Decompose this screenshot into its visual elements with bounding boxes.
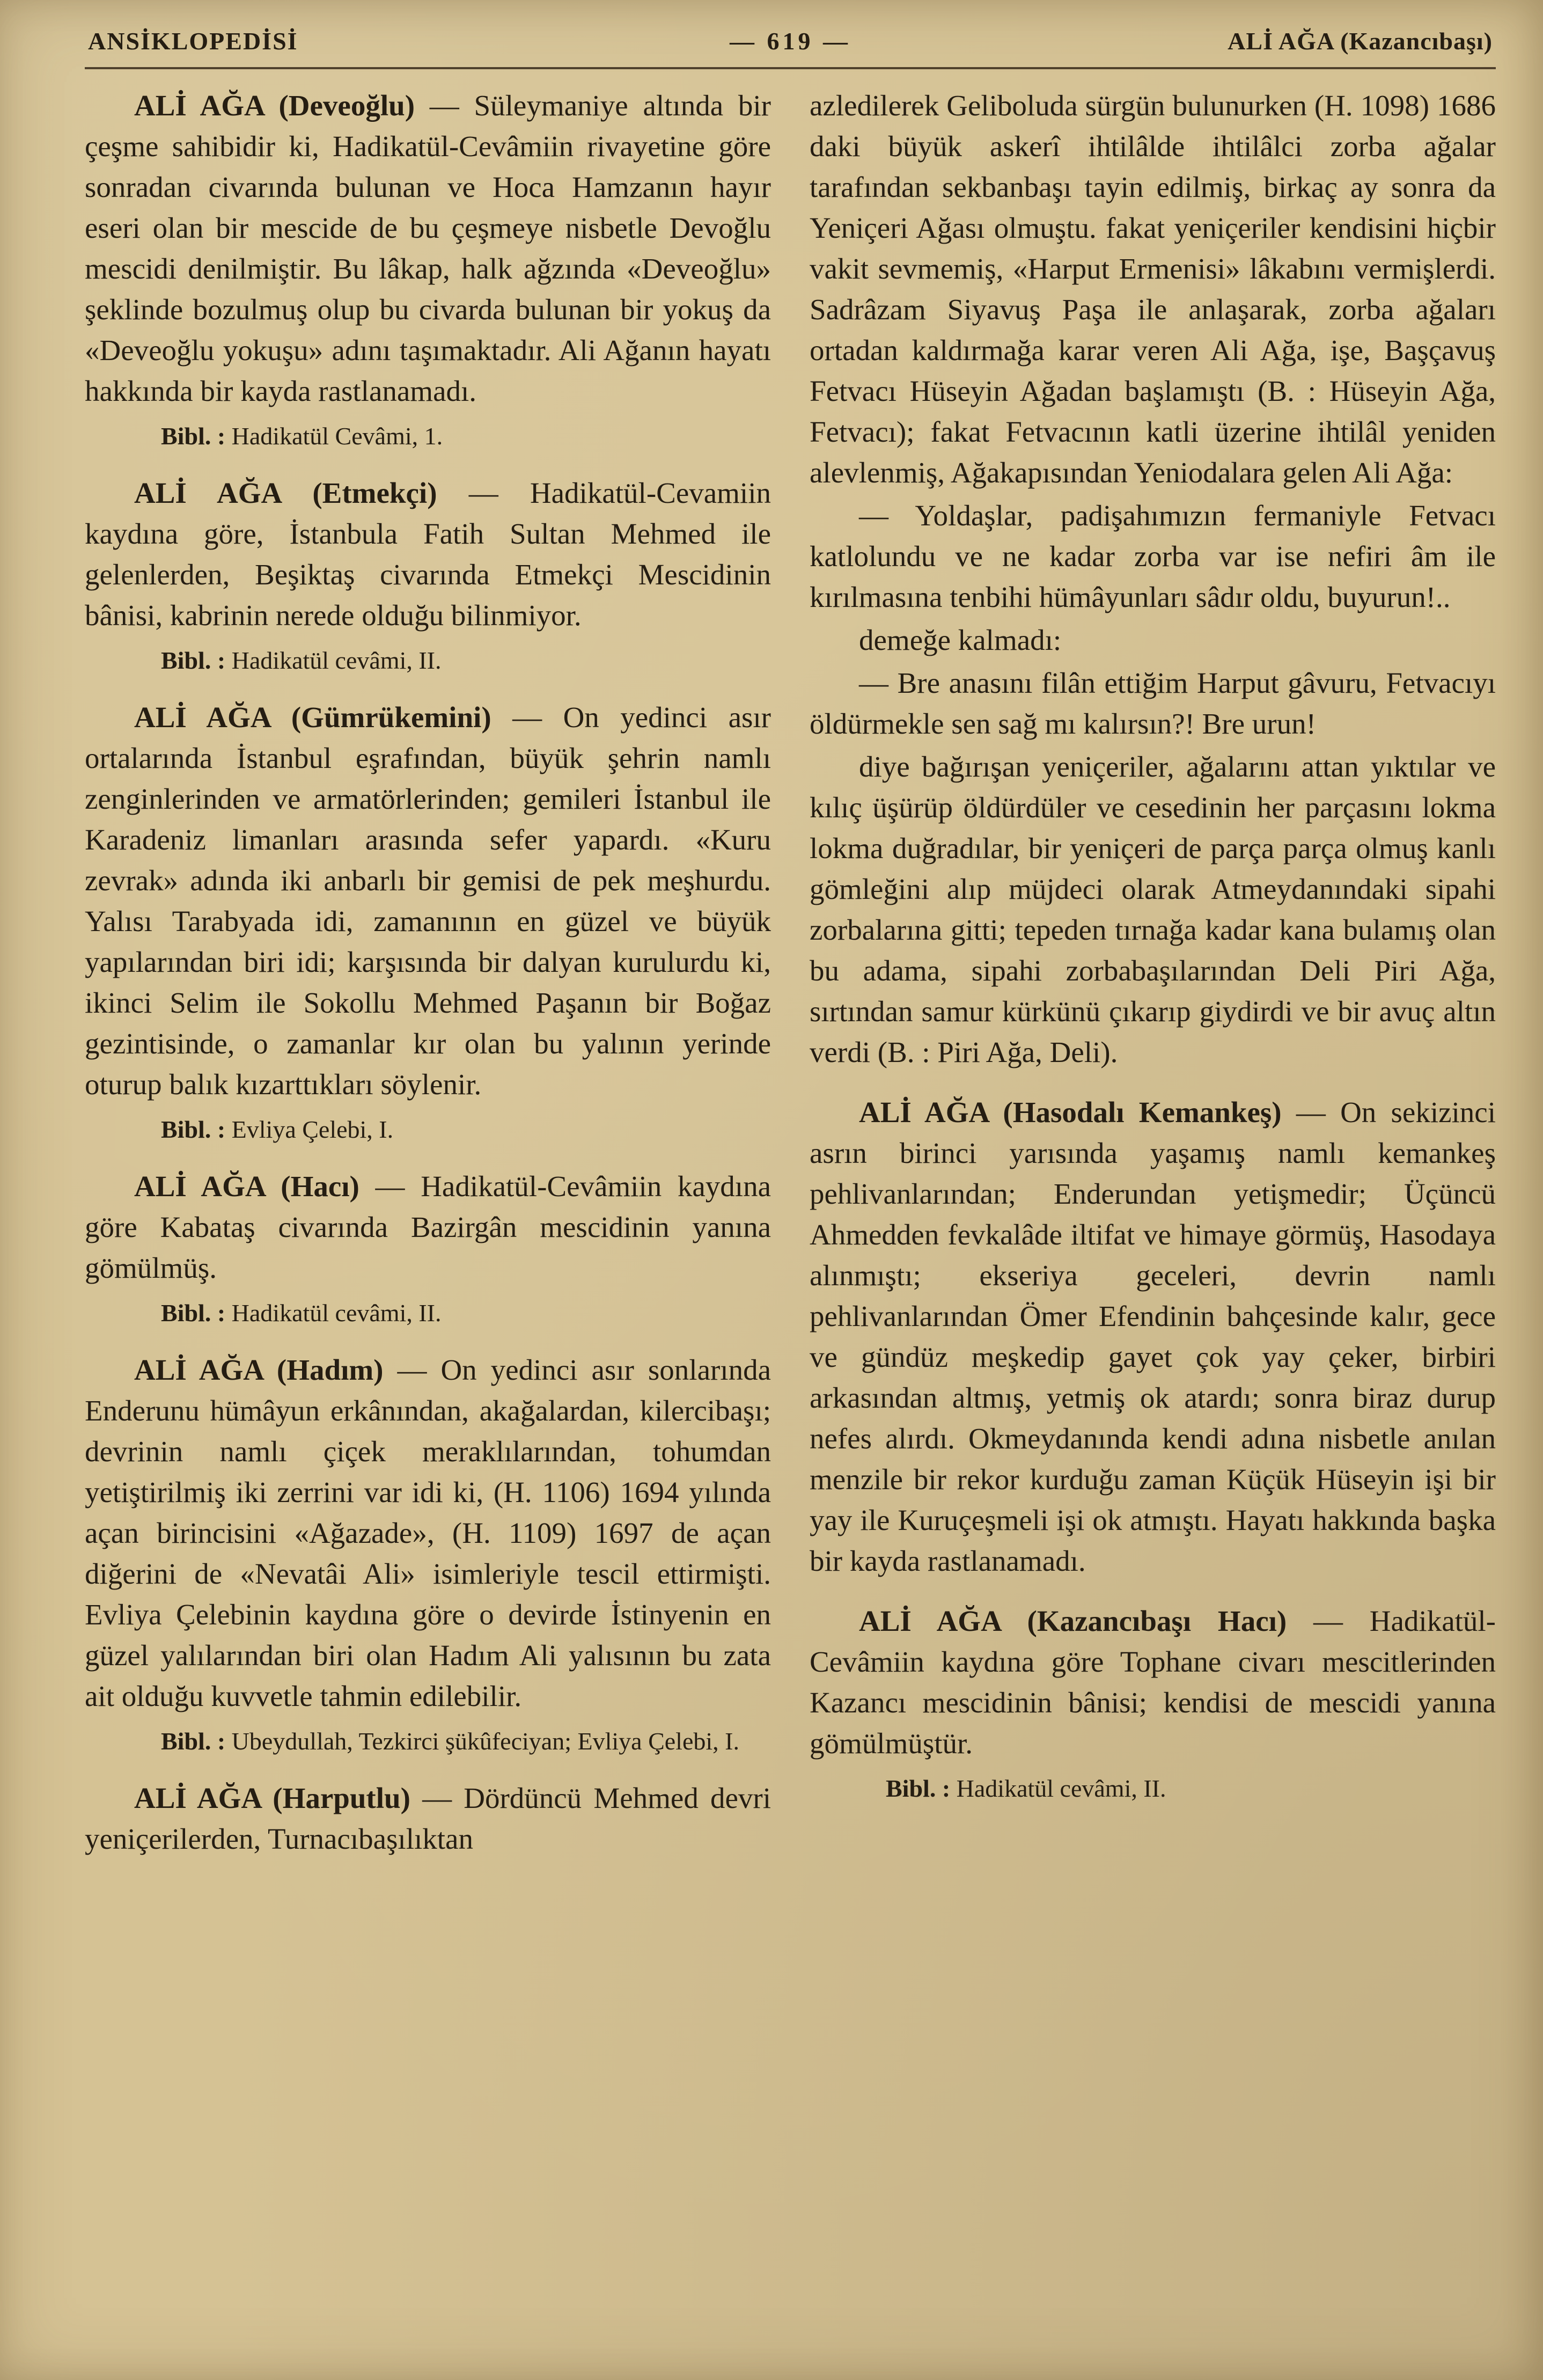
bibliography-line: Bibl. : Ubeydullah, Tezkirci şükûfeciyan; Evliya Çelebi, I. [161,1727,739,1755]
bibliography-line: Bibl. : Hadikatül cevâmi, II. [886,1775,1166,1802]
bibliography-label: Bibl. : [161,1727,226,1755]
entry-paragraph: ALİ AĞA (Deveoğlu) — Süleymaniye altında bir çeşme sahibidir ki, Hadikatül-Cevâmiin rivayetine göre sonradan civarında bulunan ve Hoca Hamzanın hayır eseri olan bir mescide de bu çeşmeye nisbetle Devoğlu mescidi denilmiştir. Bu lâkap, halk ağzında «Deveoğlu» şeklinde bozulmuş olup bu civarda bulunan bir yokuş da «Deveoğlu yokuşu» adını taşımaktadır. Ali Ağanın hayatı hakkında bir kayda rastlanamadı. [85,89,772,407]
bibliography-label: Bibl. : [161,1299,226,1327]
page-header [85,23,1496,67]
bibliography-label: Bibl. : [161,422,226,450]
bibliography-line: Bibl. : Hadikatül cevâmi, II. [161,1299,442,1327]
entry-heading: ALİ AĞA (Etmekçi) [134,477,437,509]
entry-heading: ALİ AĞA (Harputlu) [134,1782,410,1814]
entry-paragraph: ALİ AĞA (Harputlu) — Dördüncü Mehmed devri yeniçerilerden, Turnacıbaşılıktan [85,1782,771,1855]
bibliography-label: Bibl. : [161,647,226,674]
bibliography-line: Bibl. : Hadikatül cevâmi, II. [161,647,442,674]
entry-heading: ALİ AĞA (Gümrükemini) [134,701,491,734]
entry-paragraph: ALİ AĞA (Hadım) — On yedinci asır sonlarında Enderunu hümâyun erkânından, akağalardan, kilercibaşı; devrinin namlı çiçek meraklılarından, tohumdan yetiştirilmiş iki zerrini var idi ki, (H. 1106) 1694 yılında açan birincisini «Ağazade», (H. 1109) 1697 de açan diğerini de «Nevatâi Ali» isimleriyle tescil ettirmişti. Evliya Çelebinin kaydına göre o devirde İstinyenin en güzel yalılarından biri olan Hadım Ali yalısının bu zata ait olduğu kuvvetle tahmin edilebilir. [85,1353,772,1712]
entry-heading: ALİ AĞA (Hacı) [134,1170,359,1203]
body-paragraph: — Yoldaşlar, padişahımızın fermaniyle Fetvacı katlolundu ve ne kadar zorba var ise nefiri âm ile kırılmasına tenbihi hümâyunları sâdır oldu, buyurun!.. [810,499,1496,613]
right-column [810,85,1496,1859]
entry-heading: ALİ AĞA (Hadım) [134,1353,384,1386]
bibliography-label: Bibl. : [886,1775,951,1802]
entry-paragraph: ALİ AĞA (Gümrükemini) — On yedinci asır ortalarında İstanbul eşrafından, büyük şehrin namlı zenginlerinden ve armatörlerinden; gemileri İstanbul ile Karadeniz limanları arasında sefer yapardı. «Kuru zevrak» adında iki anbarlı bir gemisi de pek meşhurdu. Yalısı Tarabyada idi, zamanının en güzel ve büyük yapılarından biri idi; karşısında bir dalyan kurulurdu ki, ikinci Selim ile Sokollu Mehmed Paşanın bir Boğaz gezintisinde, o zamanlar kır olan bu yalının yerinde oturup balık kızarttıkları söylenir. [85,701,771,1101]
entry-paragraph: ALİ AĞA (Kazancıbaşı Hacı) — Hadikatül-Cevâmiin kaydına göre Tophane civarı mescitlerinden Kazancı mescidinin bânisi; kendisi de mescidi yanına gömülmüştür. [810,1605,1496,1760]
body-paragraph: demeğe kalmadı: [859,624,1062,656]
entry-heading: ALİ AĞA (Deveoğlu) [134,89,415,122]
bibliography-line: Bibl. : Evliya Çelebi, I. [161,1116,394,1143]
body-paragraph: diye bağırışan yeniçeriler, ağalarını attan yıktılar ve kılıç üşürüp öldürdüler ve cesedinin her parçasını lokma lokma duğradılar, bir yeniçeri de parça parça olmuş kanlı gömleğini alıp müjdeci olarak Atmeydanındaki sipahi zorbalarına gitti; tepeden tırnağa kadar kana bulamış olan bu adama, sipahi zorbabaşılarından Deli Piri Ağa, sırtından samur kürkünü çıkarıp giydirdi ve bir avuç altın verdi (B. : Piri Ağa, Deli). [810,750,1496,1068]
bibliography-label: Bibl. : [161,1116,226,1143]
left-column [85,85,771,1859]
entry-heading: ALİ AĞA (Hasodalı Kemankeş) [859,1096,1282,1129]
running-title-left: ANSİKLOPEDİSİ [88,27,298,55]
entry-paragraph: ALİ AĞA (Hacı) — Hadikatül-Cevâmiin kaydına göre Kabataş civarında Bazirgân mescidinin yanına gömülmüş. [85,1170,771,1284]
text-columns [85,85,1496,1859]
continuation-paragraph: azledilerek Geliboluda sürgün bulunurken (H. 1098) 1686 daki büyük askerî ihtilâlde ihtilâlci zorba ağalar tarafından sekbanbaşı tayin edilmiş, birkaç ay sonra da Yeniçeri Ağası olmuştu. fakat yeniçeriler kendisini hiçbir vakit sevmemiş, «Harput Ermenisi» lâkabını vermişlerdi. Sadrâzam Siyavuş Paşa ile anlaşarak, zorba ağaları ortadan kaldırmağa karar veren Ali Ağa, işe, Başçavuş Fetvacı Hüseyin Ağadan başlamıştı (B. : Hüseyin Ağa, Fetvacı); fakat Fetvacının katli üzerine ihtilâl yeniden alevlenmiş, Ağakapısından Yeniodalara gelen Ali Ağa: [810,89,1496,489]
entry-paragraph: ALİ AĞA (Hasodalı Kemankeş) — On sekizinci asrın birinci yarısında yaşamış namlı kemankeş pehlivanlarından; Enderundan yetişmedir; Üçüncü Ahmedden fevkalâde iltifat ve himaye görmüş, Hasodaya alınmıştı; ekseriya geceleri, devrin namlı pehlivanlarından Ömer Efendinin bahçesinde kalır, gece ve gündüz meşkedip gayet çok yay çeker, birbiri arkasından altmış, yetmiş ok atardı; sonra biraz durup nefes alırdı. Okmeydanında kendi adına nisbetle anılan menzile bir rekor kurduğu zaman Küçük Hüseyin işi bir yay ile Kuruçeşmeli işi ok atmıştı. Hayatı hakkında başka bir kayda rastlanamadı. [810,1096,1496,1577]
entry-paragraph: ALİ AĞA (Etmekçi) — Hadikatül-Cevamiin kaydına göre, İstanbula Fatih Sultan Mehmed ile gelenlerden, Beşiktaş civarında Etmekçi Mescidinin bânisi, kabrinin nerede olduğu bilinmiyor. [85,477,771,632]
page-number: — 619 — [730,27,851,55]
header-rule [85,67,1496,69]
entry-heading: ALİ AĞA (Kazancıbaşı Hacı) [859,1605,1287,1637]
bibliography-line: Bibl. : Hadikatül Cevâmi, 1. [161,422,443,450]
body-paragraph: — Bre anasını filân ettiğim Harput gâvuru, Fetvacıyı öldürmekle sen sağ mı kalırsın?! Bre urun! [810,667,1496,740]
running-title-right: ALİ AĞA (Kazancıbaşı) [1228,27,1493,55]
